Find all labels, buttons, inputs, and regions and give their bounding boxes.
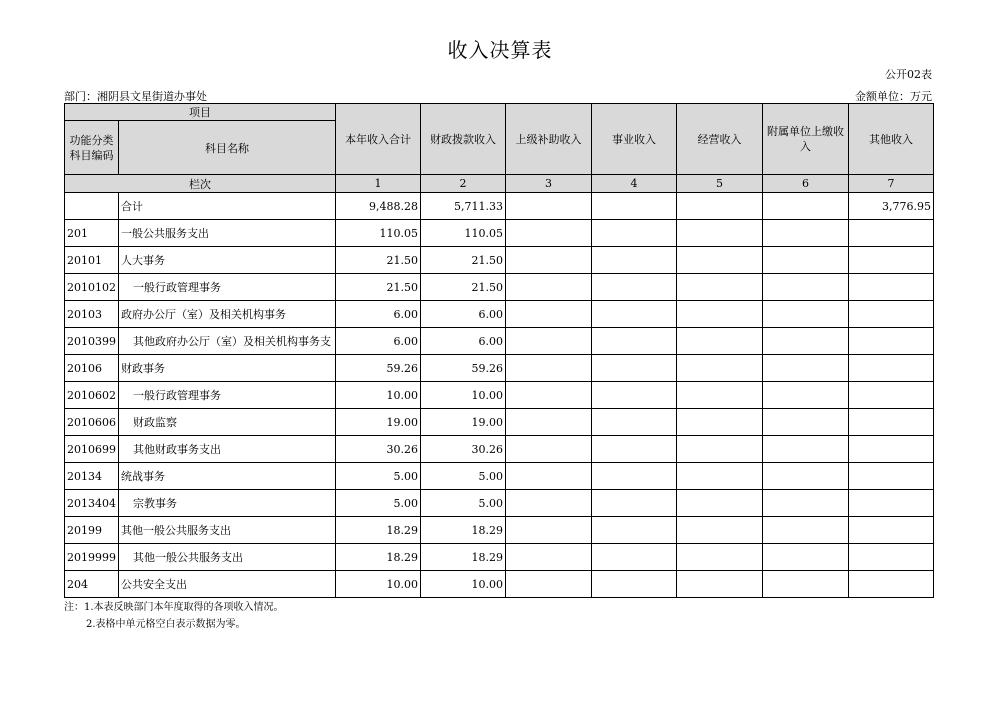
row-value-col-4 <box>592 328 677 355</box>
row-value-col-6 <box>763 301 849 328</box>
row-code: 2010102 <box>65 274 119 301</box>
table-row <box>65 436 934 463</box>
row-value-col-3 <box>506 382 592 409</box>
table-row <box>65 274 934 301</box>
income-table <box>64 103 934 598</box>
row-value-col-4 <box>592 355 677 382</box>
table-row <box>65 382 934 409</box>
amount-unit-label: 金额单位：万元 <box>855 90 932 103</box>
header-col-1: 本年收入合计 <box>336 104 421 175</box>
row-value-col-5 <box>677 193 763 220</box>
table-row <box>65 193 934 220</box>
row-value-col-6 <box>763 409 849 436</box>
row-value-col-5 <box>677 463 763 490</box>
row-value-col-1: 59.26 <box>336 355 421 382</box>
department-label: 部门：湘阴县文星街道办事处 <box>64 90 207 103</box>
row-subject-name: 一般行政管理事务 <box>119 274 336 301</box>
header-lanci: 栏次 <box>65 175 336 193</box>
row-code: 20101 <box>65 247 119 274</box>
row-value-col-4 <box>592 571 677 598</box>
row-subject-name: 一般行政管理事务 <box>119 382 336 409</box>
row-subject-name: 统战事务 <box>119 463 336 490</box>
row-value-col-4 <box>592 382 677 409</box>
row-value-col-4 <box>592 517 677 544</box>
note-2: 2.表格中单元格空白表示数据为零。 <box>86 619 246 630</box>
col-number-1: 1 <box>336 175 421 193</box>
row-value-col-6 <box>763 247 849 274</box>
row-value-col-2: 5.00 <box>421 463 506 490</box>
row-value-col-4 <box>592 301 677 328</box>
table-row <box>65 355 934 382</box>
row-value-col-4 <box>592 409 677 436</box>
row-value-col-4 <box>592 490 677 517</box>
row-value-col-4 <box>592 436 677 463</box>
header-col-6: 附属单位上缴收入 <box>763 104 849 175</box>
row-value-col-3 <box>506 301 592 328</box>
row-value-col-6 <box>763 517 849 544</box>
row-code: 2010602 <box>65 382 119 409</box>
row-subject-name: 其他一般公共服务支出 <box>119 517 336 544</box>
header-col-2: 财政拨款收入 <box>421 104 506 175</box>
row-value-col-1: 5.00 <box>336 490 421 517</box>
row-value-col-5 <box>677 247 763 274</box>
row-subject-name: 其他财政事务支出 <box>119 436 336 463</box>
row-value-col-2: 6.00 <box>421 328 506 355</box>
row-value-col-6 <box>763 274 849 301</box>
row-value-col-3 <box>506 544 592 571</box>
row-value-col-2: 21.50 <box>421 274 506 301</box>
row-value-col-3 <box>506 193 592 220</box>
col-number-4: 4 <box>592 175 677 193</box>
row-value-col-7 <box>849 382 934 409</box>
row-value-col-1: 10.00 <box>336 382 421 409</box>
table-row <box>65 328 934 355</box>
row-value-col-3 <box>506 355 592 382</box>
table-row <box>65 409 934 436</box>
row-code: 2019999 <box>65 544 119 571</box>
row-value-col-4 <box>592 274 677 301</box>
row-value-col-5 <box>677 301 763 328</box>
table-row <box>65 517 934 544</box>
row-value-col-6 <box>763 571 849 598</box>
row-value-col-2: 59.26 <box>421 355 506 382</box>
row-value-col-1: 18.29 <box>336 517 421 544</box>
row-value-col-1: 19.00 <box>336 409 421 436</box>
row-subject-name: 其他一般公共服务支出 <box>119 544 336 571</box>
row-subject-name: 公共安全支出 <box>119 571 336 598</box>
row-value-col-1: 21.50 <box>336 274 421 301</box>
row-value-col-2: 18.29 <box>421 517 506 544</box>
row-value-col-3 <box>506 409 592 436</box>
row-value-col-5 <box>677 490 763 517</box>
row-value-col-3 <box>506 436 592 463</box>
note-1: 注：1.本表反映部门本年度取得的各项收入情况。 <box>64 602 284 613</box>
row-value-col-6 <box>763 436 849 463</box>
col-number-3: 3 <box>506 175 592 193</box>
row-subject-name: 其他政府办公厅（室）及相关机构事务支 <box>119 328 336 355</box>
row-value-col-2: 30.26 <box>421 436 506 463</box>
table-row <box>65 490 934 517</box>
row-value-col-7 <box>849 220 934 247</box>
row-value-col-6 <box>763 328 849 355</box>
row-value-col-5 <box>677 274 763 301</box>
row-value-col-6 <box>763 544 849 571</box>
row-value-col-1: 10.00 <box>336 571 421 598</box>
header-col-3: 上级补助收入 <box>506 104 592 175</box>
row-value-col-2: 21.50 <box>421 247 506 274</box>
header-col-5: 经营收入 <box>677 104 763 175</box>
row-value-col-4 <box>592 247 677 274</box>
row-value-col-2: 19.00 <box>421 409 506 436</box>
row-value-col-2: 5.00 <box>421 490 506 517</box>
row-code: 201 <box>65 220 119 247</box>
table-row <box>65 220 934 247</box>
row-value-col-2: 10.00 <box>421 571 506 598</box>
row-code: 20199 <box>65 517 119 544</box>
row-code: 2010399 <box>65 328 119 355</box>
row-value-col-5 <box>677 382 763 409</box>
row-value-col-1: 6.00 <box>336 328 421 355</box>
col-number-5: 5 <box>677 175 763 193</box>
col-number-7: 7 <box>849 175 934 193</box>
row-value-col-1: 110.05 <box>336 220 421 247</box>
row-value-col-1: 21.50 <box>336 247 421 274</box>
row-value-col-2: 10.00 <box>421 382 506 409</box>
header-func-code: 功能分类科目编码 <box>65 121 119 175</box>
notes <box>64 599 284 633</box>
header-item: 项目 <box>65 104 336 121</box>
row-code: 2010606 <box>65 409 119 436</box>
row-value-col-3 <box>506 517 592 544</box>
table-row <box>65 544 934 571</box>
row-code: 20103 <box>65 301 119 328</box>
row-value-col-4 <box>592 193 677 220</box>
row-value-col-7 <box>849 409 934 436</box>
header-col-7: 其他收入 <box>849 104 934 175</box>
row-value-col-3 <box>506 571 592 598</box>
row-value-col-7 <box>849 436 934 463</box>
row-value-col-7: 3,776.95 <box>849 193 934 220</box>
row-value-col-3 <box>506 328 592 355</box>
form-number: 公开02表 <box>885 68 932 81</box>
row-value-col-7 <box>849 463 934 490</box>
table-row <box>65 571 934 598</box>
row-value-col-2: 5,711.33 <box>421 193 506 220</box>
row-subject-name: 宗教事务 <box>119 490 336 517</box>
row-subject-name: 合计 <box>119 193 336 220</box>
row-value-col-1: 5.00 <box>336 463 421 490</box>
row-value-col-5 <box>677 544 763 571</box>
header-col-4: 事业收入 <box>592 104 677 175</box>
row-value-col-5 <box>677 220 763 247</box>
table-row <box>65 247 934 274</box>
row-value-col-7 <box>849 571 934 598</box>
row-value-col-2: 110.05 <box>421 220 506 247</box>
row-value-col-6 <box>763 490 849 517</box>
table-row <box>65 301 934 328</box>
row-value-col-5 <box>677 436 763 463</box>
header-subject-name: 科目名称 <box>119 121 336 175</box>
row-value-col-3 <box>506 463 592 490</box>
row-value-col-5 <box>677 328 763 355</box>
row-code: 20106 <box>65 355 119 382</box>
row-subject-name: 财政监察 <box>119 409 336 436</box>
row-value-col-4 <box>592 544 677 571</box>
row-value-col-5 <box>677 517 763 544</box>
row-subject-name: 政府办公厅（室）及相关机构事务 <box>119 301 336 328</box>
row-value-col-6 <box>763 220 849 247</box>
row-value-col-4 <box>592 220 677 247</box>
row-value-col-5 <box>677 571 763 598</box>
row-value-col-7 <box>849 328 934 355</box>
row-subject-name: 一般公共服务支出 <box>119 220 336 247</box>
row-value-col-1: 18.29 <box>336 544 421 571</box>
row-value-col-7 <box>849 301 934 328</box>
row-value-col-6 <box>763 463 849 490</box>
row-value-col-3 <box>506 247 592 274</box>
row-value-col-5 <box>677 409 763 436</box>
row-subject-name: 财政事务 <box>119 355 336 382</box>
row-value-col-1: 6.00 <box>336 301 421 328</box>
row-value-col-3 <box>506 490 592 517</box>
row-value-col-3 <box>506 220 592 247</box>
row-code: 204 <box>65 571 119 598</box>
row-value-col-3 <box>506 274 592 301</box>
row-value-col-6 <box>763 193 849 220</box>
row-value-col-5 <box>677 355 763 382</box>
row-value-col-6 <box>763 382 849 409</box>
row-code: 2010699 <box>65 436 119 463</box>
row-subject-name: 人大事务 <box>119 247 336 274</box>
row-value-col-7 <box>849 274 934 301</box>
row-value-col-2: 18.29 <box>421 544 506 571</box>
report-title: 收入决算表 <box>447 38 553 62</box>
row-value-col-1: 9,488.28 <box>336 193 421 220</box>
row-value-col-7 <box>849 544 934 571</box>
table-row <box>65 463 934 490</box>
row-value-col-7 <box>849 355 934 382</box>
row-value-col-7 <box>849 490 934 517</box>
row-value-col-6 <box>763 355 849 382</box>
row-code: 2013404 <box>65 490 119 517</box>
row-value-col-1: 30.26 <box>336 436 421 463</box>
row-value-col-7 <box>849 517 934 544</box>
col-number-2: 2 <box>421 175 506 193</box>
row-code <box>65 193 119 220</box>
row-value-col-7 <box>849 247 934 274</box>
row-value-col-2: 6.00 <box>421 301 506 328</box>
row-value-col-4 <box>592 463 677 490</box>
col-number-6: 6 <box>763 175 849 193</box>
row-code: 20134 <box>65 463 119 490</box>
